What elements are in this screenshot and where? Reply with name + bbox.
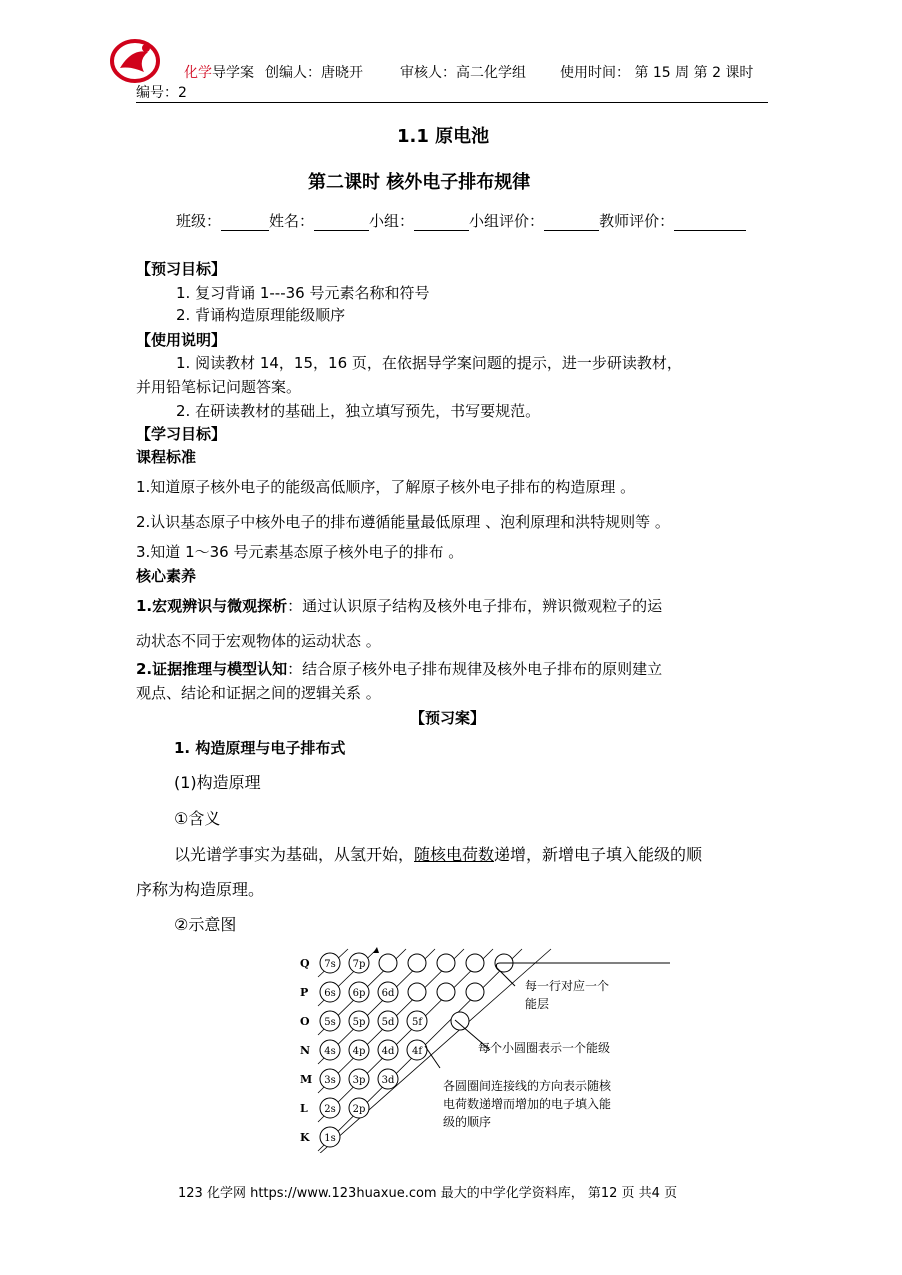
core-1: 1.宏观辨识与微观探析：通过认识原子结构及核外电子排布，辨识微观粒子的运 — [136, 597, 663, 615]
name-label: 姓名： — [269, 212, 315, 230]
standard-2: 2.认识基态原子中核外电子的排布遵循能量最低原理 、泡利原理和洪特规则等 。 — [136, 513, 670, 531]
group-eval-field[interactable] — [544, 216, 599, 231]
logo-icon — [110, 38, 160, 84]
level-label: 3p — [352, 1075, 366, 1086]
header-time: 使用时间： 第 15 周 第 2 课时 — [560, 65, 754, 81]
shell-label: M — [300, 1073, 313, 1086]
level-label: 5f — [411, 1017, 423, 1028]
level-label: 5d — [381, 1017, 395, 1028]
empty-circle — [466, 983, 484, 1001]
core-literacy-heading: 核心素养 — [136, 567, 197, 585]
name-field[interactable] — [314, 216, 369, 231]
level-label: 5s — [324, 1017, 336, 1028]
core-2-line2: 观点、结论和证据之间的逻辑关系 。 — [136, 684, 381, 702]
level-label: 4f — [411, 1046, 423, 1057]
empty-circle — [379, 954, 397, 972]
diagram-heading: ②示意图 — [174, 915, 237, 934]
note-3-line3: 级的顺序 — [443, 1115, 492, 1129]
usage-item1-line2: 并用铅笔标记问题答案。 — [136, 378, 302, 396]
empty-circles — [379, 954, 513, 1030]
usage-item1-line1: 1. 阅读教材 14，15，16 页，在依据导学案问题的提示，进一步研读教材， — [176, 354, 682, 372]
teacher-eval-field[interactable] — [674, 216, 746, 231]
group-field[interactable] — [414, 216, 469, 231]
preview-goals-heading: 【预习目标】 — [136, 260, 227, 278]
header-reviewer: 审核人：高二化学组 — [400, 65, 526, 81]
core-2: 2.证据推理与模型认知：结合原子核外电子排布规律及核外电子排布的原则建立 — [136, 660, 663, 678]
level-label: 1s — [324, 1133, 336, 1144]
empty-circle — [437, 983, 455, 1001]
class-label: 班级： — [176, 212, 222, 230]
level-label: 4s — [324, 1046, 336, 1057]
group-eval-label: 小组评价： — [469, 212, 545, 230]
level-label: 4p — [352, 1046, 366, 1057]
group-label: 小组： — [369, 212, 415, 230]
level-label: 7p — [352, 959, 366, 970]
info-form — [176, 210, 746, 231]
page-title: 1.1 原电池 — [397, 126, 490, 147]
shell-label: K — [300, 1131, 310, 1144]
class-field[interactable] — [221, 216, 269, 231]
level-label: 6s — [324, 988, 336, 999]
subsection-heading: (1)构造原理 — [174, 773, 261, 792]
note-2: 每个小圆圈表示一个能级 — [478, 1041, 611, 1055]
level-label: 2s — [324, 1104, 336, 1115]
note-3-line2: 电荷数递增而增加的电子填入能 — [443, 1097, 612, 1111]
aufbau-diagram — [290, 938, 670, 1153]
empty-circle — [451, 1012, 469, 1030]
shell-label: N — [300, 1044, 311, 1057]
shell-label: O — [300, 1015, 310, 1028]
level-label: 4d — [381, 1046, 395, 1057]
shell-label: L — [300, 1102, 308, 1115]
note-1-line1: 每一行对应一个 — [525, 979, 610, 993]
definition-paragraph: 以光谱学事实为基础，从氢开始，随核电荷数递增，新增电子填入能级的顺 — [174, 845, 703, 864]
energy-level-circles — [320, 953, 427, 1147]
empty-circle — [437, 954, 455, 972]
empty-circle — [408, 954, 426, 972]
usage-heading: 【使用说明】 — [136, 331, 227, 349]
list-item: 1. 复习背诵 1---36 号元素名称和符号 — [176, 284, 430, 302]
standard-1: 1.知道原子核外电子的能级高低顺序，了解原子核外电子排布的构造原理 。 — [136, 478, 636, 496]
list-item: 2. 背诵构造原理能级顺序 — [176, 306, 346, 324]
preview-case-heading: 【预习案】 — [410, 709, 486, 727]
teacher-eval-label: 教师评价： — [599, 212, 675, 230]
empty-circle — [466, 954, 484, 972]
level-label: 7s — [324, 959, 336, 970]
header-author: 创编人：唐晓开 — [265, 65, 363, 81]
standard-3: 3.知道 1～36 号元素基态原子核外电子的排布 。 — [136, 543, 464, 561]
course-standard-heading: 课程标准 — [136, 448, 197, 466]
learning-goals-heading: 【学习目标】 — [136, 425, 227, 443]
note-1-line2: 能层 — [525, 997, 550, 1011]
level-label: 6d — [381, 988, 395, 999]
core-1-line2: 动状态不同于宏观物体的运动状态 。 — [136, 632, 381, 650]
level-label: 3d — [381, 1075, 395, 1086]
section-1-heading: 1. 构造原理与电子排布式 — [174, 739, 346, 757]
page-subtitle: 第二课时 核外电子排布规律 — [308, 172, 531, 193]
empty-circle — [408, 983, 426, 1001]
level-label: 3s — [324, 1075, 336, 1086]
level-label: 6p — [352, 988, 366, 999]
level-label: 5p — [352, 1017, 366, 1028]
definition-line2: 序称为构造原理。 — [136, 880, 265, 899]
usage-item2: 2. 在研读教材的基础上，独立填写预先，书写要规范。 — [176, 402, 541, 420]
shell-label: Q — [300, 957, 310, 970]
note-3-line1: 各圆圈间连接线的方向表示随核 — [443, 1079, 612, 1093]
level-label: 2p — [352, 1104, 366, 1115]
header-rule — [136, 102, 768, 103]
page-footer: 123 化学网 https://www.123huaxue.com 最大的中学化学资料库， 第12 页 共4 页 — [178, 1186, 678, 1201]
shell-labels — [300, 957, 312, 1144]
header-number: 编号：2 — [136, 85, 187, 101]
meaning-heading: ①含义 — [174, 809, 221, 828]
arrow-head — [373, 947, 379, 953]
shell-label: P — [300, 986, 309, 999]
header-brand: 化学导学案 — [184, 65, 254, 81]
